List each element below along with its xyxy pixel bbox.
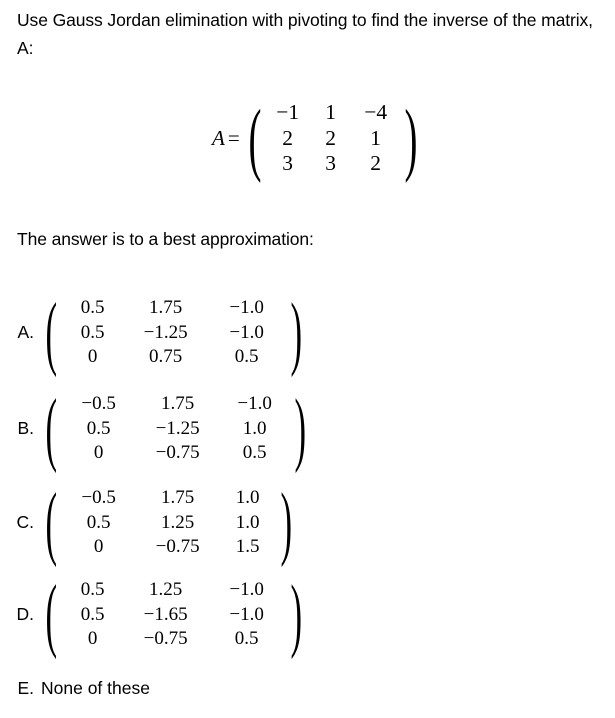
matrix-cell: 0 xyxy=(93,536,104,557)
option-e-text: None of these xyxy=(41,678,150,698)
matrix-cell: 0.5 xyxy=(80,579,105,600)
left-parenthesis-icon: ( xyxy=(45,476,58,569)
option-e-label: E. xyxy=(17,678,34,698)
option-b-matrix xyxy=(62,392,290,466)
option-a-label: A. xyxy=(17,322,34,343)
option-d-matrix xyxy=(62,578,286,652)
left-parenthesis-icon: ( xyxy=(45,286,58,379)
right-parenthesis-icon: ) xyxy=(404,92,418,184)
matrix-cell: −0.75 xyxy=(143,628,188,649)
option-c-matrix xyxy=(62,486,276,560)
matrix-cell: −0.5 xyxy=(81,487,116,508)
matrix-cell: 1.25 xyxy=(149,579,183,600)
matrix-cell: 3 xyxy=(282,151,294,175)
right-parenthesis-icon: ) xyxy=(290,286,302,379)
matrix-cell: 0 xyxy=(87,346,98,367)
matrix-cell: 1.5 xyxy=(235,536,260,557)
equals-sign: = xyxy=(227,125,240,150)
matrix-cell: −1 xyxy=(276,100,300,124)
matrix-cell: 1.0 xyxy=(235,511,260,533)
right-parenthesis-icon: ) xyxy=(280,476,292,569)
matrix-cell: 0.5 xyxy=(86,511,111,533)
matrix-cell: 1.75 xyxy=(161,393,195,414)
matrix-cell: 1 xyxy=(370,125,382,150)
matrix-cell: 1.75 xyxy=(161,487,195,508)
matrix-cell: −1.0 xyxy=(229,603,264,625)
matrix-cell: 1.75 xyxy=(149,297,183,318)
matrix-cell: 0.5 xyxy=(80,297,105,318)
option-c-label: C. xyxy=(16,512,34,533)
matrix-cell: −0.75 xyxy=(155,442,200,463)
matrix-cell: −1.25 xyxy=(155,417,200,439)
matrix-cell: 0 xyxy=(93,442,104,463)
matrix-cell: 0.5 xyxy=(80,603,105,625)
matrix-cell: −1.65 xyxy=(143,603,188,625)
matrix-cell: −0.5 xyxy=(81,393,116,414)
left-parenthesis-icon: ( xyxy=(45,568,58,661)
matrix-cell: 0.5 xyxy=(234,628,259,649)
matrix-cell: 0.75 xyxy=(149,346,183,367)
matrix-cell: 2 xyxy=(370,151,382,175)
matrix-a-label: A xyxy=(212,125,225,150)
matrix-cell: 0.5 xyxy=(242,442,267,463)
matrix-cell: 0.5 xyxy=(86,417,111,439)
matrix-cell: 3 xyxy=(325,151,337,175)
matrix-cell: −1.0 xyxy=(229,579,264,600)
matrix-cell: −1.0 xyxy=(237,393,272,414)
matrix-a-grid xyxy=(265,100,401,177)
matrix-cell: −1.25 xyxy=(143,321,188,343)
answer-option-e[interactable] xyxy=(0,678,150,699)
matrix-cell: 2 xyxy=(325,125,337,150)
option-d-label: D. xyxy=(16,604,34,625)
matrix-cell: 2 xyxy=(282,125,294,150)
answer-lead-in: The answer is to a best approximation: xyxy=(17,229,314,249)
answer-option-c[interactable] xyxy=(0,476,340,569)
left-parenthesis-icon: ( xyxy=(248,92,262,184)
matrix-cell: 0.5 xyxy=(234,346,259,367)
matrix-cell: −1.0 xyxy=(229,297,264,318)
matrix-cell: −0.75 xyxy=(155,536,200,557)
matrix-cell: 1.0 xyxy=(235,487,260,508)
right-parenthesis-icon: ) xyxy=(294,382,306,475)
matrix-cell: 0 xyxy=(87,628,98,649)
option-a-matrix xyxy=(62,296,286,370)
matrix-a-equation xyxy=(212,92,420,184)
option-b-label: B. xyxy=(17,418,34,439)
matrix-cell: 1 xyxy=(325,100,337,124)
answer-option-d[interactable] xyxy=(0,568,340,661)
right-parenthesis-icon: ) xyxy=(290,568,302,661)
matrix-cell: 1.25 xyxy=(161,511,195,533)
answer-option-b[interactable] xyxy=(0,382,340,475)
answer-option-a[interactable] xyxy=(0,286,340,379)
matrix-cell: 1.0 xyxy=(242,417,267,439)
left-parenthesis-icon: ( xyxy=(45,382,58,475)
matrix-cell: −1.0 xyxy=(229,321,264,343)
matrix-cell: −4 xyxy=(364,100,388,124)
matrix-cell: 0.5 xyxy=(80,321,105,343)
question-stem: Use Gauss Jordan elimination with pivoting to find the inverse of the matrix, A: xyxy=(17,10,593,58)
